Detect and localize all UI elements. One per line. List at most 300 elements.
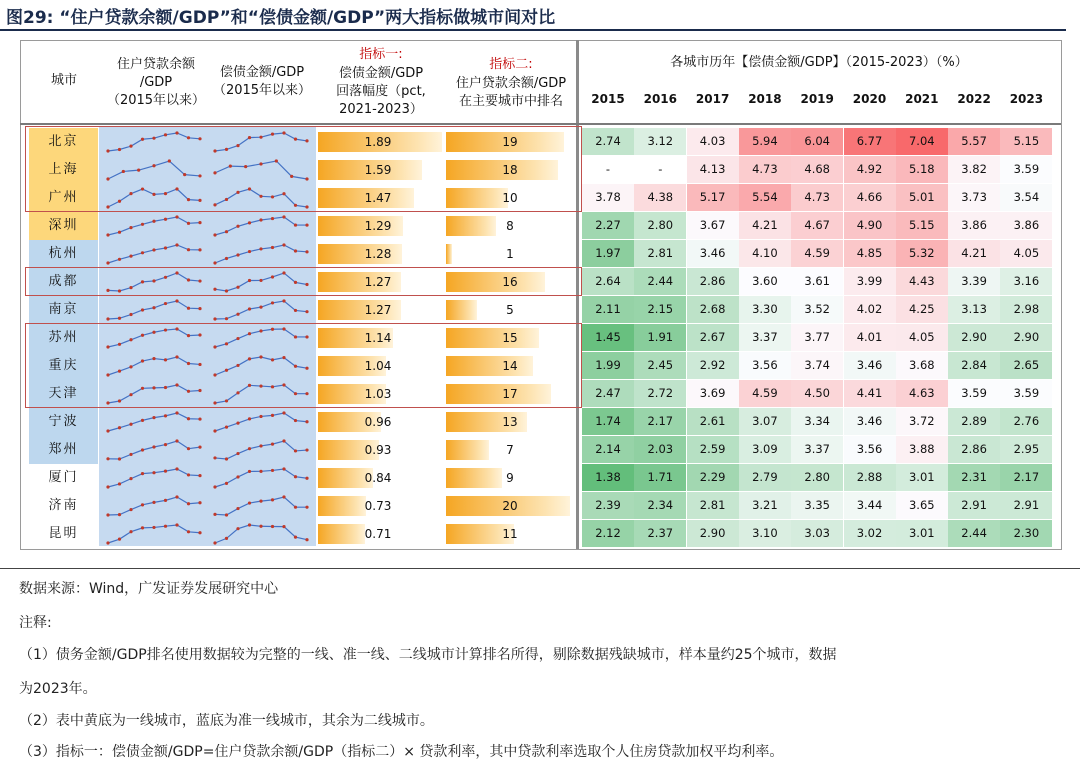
history-cell: 4.50 — [791, 380, 843, 407]
sparkline-point — [141, 251, 144, 254]
history-cell: 4.41 — [844, 380, 896, 407]
history-cell: 4.13 — [687, 156, 739, 183]
sparkline-point — [248, 307, 251, 310]
city-name: 深圳 — [29, 212, 98, 240]
sparkline-point — [259, 415, 262, 418]
sparkline-point — [213, 429, 216, 432]
sparkline-point — [305, 223, 308, 226]
indicator1-value: 1.59 — [364, 163, 392, 177]
sparkline-point — [141, 503, 144, 506]
sparkline-point — [164, 218, 167, 221]
sparkline-path — [215, 441, 307, 459]
header-ind1: 偿债金额/GDP 回落幅度（pct, 2021-2023） — [336, 66, 426, 117]
history-cell: 2.84 — [948, 352, 1000, 379]
indicator1-value: 1.47 — [364, 191, 392, 205]
loan-sparkline — [104, 438, 204, 462]
history-cell: 3.86 — [948, 212, 1000, 239]
history-cell: 2.90 — [1000, 324, 1052, 351]
history-cell: 2.15 — [634, 296, 686, 323]
sparkline-point — [129, 508, 132, 511]
sparkline-point — [213, 261, 216, 264]
sparkline-point — [129, 453, 132, 456]
sparkline-point — [118, 231, 121, 234]
loan-sparkline — [104, 242, 204, 266]
history-cell: 2.90 — [687, 520, 739, 547]
sparkline-point — [271, 469, 274, 472]
sparkline-point — [152, 416, 155, 419]
year-header: 2016 — [643, 92, 677, 106]
indicator2-value: 15 — [502, 331, 518, 345]
sparkline-point — [175, 439, 178, 442]
history-cell: 3.09 — [739, 436, 791, 463]
history-cell: 7.04 — [896, 128, 948, 155]
sparkline-point — [106, 485, 109, 488]
sparkline-point — [213, 541, 216, 544]
sparkline-point — [259, 500, 262, 503]
indicator1-value: 1.27 — [364, 275, 392, 289]
indicator2-value: 11 — [502, 527, 518, 541]
sparkline-point — [106, 261, 109, 264]
indicator1-value: 0.73 — [364, 499, 392, 513]
sparkline-point — [294, 536, 297, 539]
history-cell: 5.15 — [1000, 128, 1052, 155]
history-cell: 4.05 — [896, 324, 948, 351]
sparkline-point — [305, 310, 308, 313]
sparkline-point — [236, 253, 239, 256]
history-cell: 2.17 — [1000, 464, 1052, 491]
sparkline-point — [141, 223, 144, 226]
history-cell: - — [634, 156, 686, 183]
sparkline-point — [271, 246, 274, 249]
history-cell: 4.38 — [634, 184, 686, 211]
sparkline-point — [106, 233, 109, 236]
sparkline-point — [175, 411, 178, 414]
history-cell: 5.57 — [948, 128, 1000, 155]
sparkline-point — [305, 538, 308, 541]
sparkline-point — [282, 439, 285, 442]
loan-sparkline — [104, 494, 204, 518]
sparkline-point — [213, 233, 216, 236]
sparkline-point — [259, 444, 262, 447]
sparkline-point — [294, 419, 297, 422]
history-cell: 4.67 — [791, 212, 843, 239]
indicator2-value: 16 — [502, 275, 518, 289]
history-cell: 3.37 — [791, 436, 843, 463]
sparkline-path — [108, 413, 200, 431]
history-cell: 4.01 — [844, 324, 896, 351]
sparkline-path — [108, 245, 200, 263]
history-cell: 2.47 — [582, 380, 634, 407]
history-cell: 3.44 — [844, 492, 896, 519]
note-1: （1）债务金额/GDP排名使用数据较为完整的一线、准一线、二线城市计算排名所得，剔除数据残缺城市，样本量约25个城市，数据 — [19, 647, 837, 663]
history-cell: 6.04 — [791, 128, 843, 155]
history-cell: 3.67 — [687, 212, 739, 239]
history-cell: 2.37 — [634, 520, 686, 547]
history-cell: 2.95 — [1000, 436, 1052, 463]
sparkline-point — [187, 307, 190, 310]
sparkline-path — [108, 497, 200, 515]
sparkline-point — [259, 247, 262, 250]
sparkline-point — [271, 217, 274, 220]
history-cell: 2.74 — [582, 128, 634, 155]
header-debt: 偿债金额/GDP （2015年以来） — [212, 65, 312, 98]
history-cell: 2.79 — [739, 464, 791, 491]
sparkline-point — [225, 317, 228, 320]
sparkline-point — [282, 495, 285, 498]
sparkline-point — [282, 411, 285, 414]
history-cell: 3.46 — [687, 240, 739, 267]
history-cell: 4.85 — [844, 240, 896, 267]
source-note: 数据来源：Wind，广发证券发展研究中心 — [19, 581, 279, 597]
sparkline-point — [259, 218, 262, 221]
history-cell: 2.92 — [687, 352, 739, 379]
indicator1-value: 0.84 — [364, 471, 392, 485]
sparkline-point — [198, 531, 201, 534]
title-rule — [0, 29, 1066, 31]
history-cell: 3.46 — [844, 352, 896, 379]
history-cell: 5.15 — [896, 212, 948, 239]
sparkline-point — [106, 513, 109, 516]
sparkline-point — [187, 248, 190, 251]
loan-sparkline — [104, 410, 204, 434]
history-cell: 2.61 — [687, 408, 739, 435]
history-cell: 2.91 — [1000, 492, 1052, 519]
indicator1-value: 1.14 — [364, 331, 392, 345]
loan-sparkline — [104, 298, 204, 322]
sparkline-point — [198, 248, 201, 251]
city-name: 上海 — [29, 156, 98, 184]
history-cell: 1.91 — [634, 324, 686, 351]
year-header: 2018 — [748, 92, 782, 106]
sparkline-point — [213, 317, 216, 320]
history-cell: 5.94 — [739, 128, 791, 155]
history-cell: 2.17 — [634, 408, 686, 435]
header-ind1-title: 指标一: — [359, 47, 403, 62]
city-name: 南京 — [29, 296, 98, 324]
history-cell: 4.68 — [791, 156, 843, 183]
sparkline-point — [198, 446, 201, 449]
sparkline-point — [236, 507, 239, 510]
city-name: 昆明 — [29, 520, 98, 548]
history-cell: 3.56 — [844, 436, 896, 463]
history-cell: 5.17 — [687, 184, 739, 211]
history-cell: 2.11 — [582, 296, 634, 323]
year-header: 2022 — [957, 92, 991, 106]
sparkline-point — [129, 477, 132, 480]
sparkline-point — [129, 255, 132, 258]
highlight-box-group3 — [25, 323, 582, 408]
sparkline-point — [305, 506, 308, 509]
debt-sparkline — [211, 242, 311, 266]
sparkline-path — [108, 441, 200, 459]
sparkline-point — [236, 475, 239, 478]
header-rule — [20, 123, 1061, 125]
city-name: 济南 — [29, 492, 98, 520]
history-cell: 3.61 — [791, 268, 843, 295]
sparkline-point — [106, 429, 109, 432]
history-cell: 2.14 — [582, 436, 634, 463]
indicator2-value: 10 — [502, 191, 518, 205]
sparkline-point — [187, 447, 190, 450]
history-cell: 4.21 — [739, 212, 791, 239]
indicator2-value: 8 — [506, 219, 514, 233]
sparkline-point — [152, 306, 155, 309]
history-cell: 3.01 — [896, 464, 948, 491]
sparkline-path — [108, 301, 200, 319]
sparkline-point — [236, 225, 239, 228]
sparkline-point — [118, 457, 121, 460]
sparkline-point — [198, 221, 201, 224]
sparkline-point — [106, 457, 109, 460]
header-history: 各城市历年【偿债金额/GDP】（2015-2023）（%） — [670, 55, 968, 70]
sparkline-point — [175, 523, 178, 526]
sparkline-point — [282, 215, 285, 218]
sparkline-point — [248, 470, 251, 473]
note-1-cont: 为2023年。 — [19, 681, 97, 697]
city-name: 成都 — [29, 268, 98, 296]
history-cell: 2.88 — [844, 464, 896, 491]
sparkline-point — [129, 313, 132, 316]
sparkline-point — [248, 250, 251, 253]
history-cell: 3.54 — [1000, 184, 1052, 211]
indicator1-value: 0.96 — [364, 415, 392, 429]
indicator1-value: 0.93 — [364, 443, 392, 457]
sparkline-point — [248, 501, 251, 504]
indicator2-value: 13 — [502, 415, 518, 429]
history-cell: 2.45 — [634, 352, 686, 379]
history-cell: 2.31 — [948, 464, 1000, 491]
sparkline-point — [164, 443, 167, 446]
indicator2-value: 20 — [502, 499, 518, 513]
highlight-box-tier1 — [25, 126, 582, 212]
history-cell: 3.10 — [739, 520, 791, 547]
indicator1-value: 1.04 — [364, 359, 392, 373]
sparkline-path — [215, 301, 307, 319]
sparkline-point — [236, 313, 239, 316]
sparkline-point — [294, 223, 297, 226]
history-cell: 3.01 — [896, 520, 948, 547]
history-cell: 3.73 — [948, 184, 1000, 211]
history-cell: 1.45 — [582, 324, 634, 351]
history-cell: 3.34 — [791, 408, 843, 435]
sparkline-point — [282, 243, 285, 246]
history-cell: 2.27 — [582, 212, 634, 239]
city-name: 重庆 — [29, 352, 98, 380]
history-cell: 3.82 — [948, 156, 1000, 183]
sparkline-point — [305, 420, 308, 423]
history-cell: 4.73 — [791, 184, 843, 211]
history-cell: 3.99 — [844, 268, 896, 295]
sparkline-point — [236, 527, 239, 530]
history-cell: 3.68 — [896, 352, 948, 379]
debt-sparkline — [211, 214, 311, 238]
history-cell: 3.35 — [791, 492, 843, 519]
history-cell: 2.68 — [687, 296, 739, 323]
sparkline-point — [175, 495, 178, 498]
indicator2-value: 14 — [502, 359, 518, 373]
year-header: 2015 — [591, 92, 625, 106]
history-cell: 3.03 — [791, 520, 843, 547]
sparkline-point — [198, 417, 201, 420]
figure-title-bar — [0, 0, 1080, 30]
history-cell: 2.64 — [582, 268, 634, 295]
history-cell: 1.38 — [582, 464, 634, 491]
sparkline-point — [129, 530, 132, 533]
sparkline-point — [118, 538, 121, 541]
history-cell: 2.89 — [948, 408, 1000, 435]
sparkline-point — [187, 222, 190, 225]
history-cell: 3.78 — [582, 184, 634, 211]
sparkline-point — [294, 449, 297, 452]
indicator1-value: 1.89 — [364, 135, 392, 149]
sparkline-point — [164, 302, 167, 305]
history-cell: 2.59 — [687, 436, 739, 463]
history-cell: 4.03 — [687, 128, 739, 155]
sparkline-point — [305, 477, 308, 480]
sparkline-point — [187, 502, 190, 505]
history-cell: 3.21 — [739, 492, 791, 519]
sparkline-point — [271, 443, 274, 446]
sparkline-point — [225, 482, 228, 485]
indicator2-value: 9 — [506, 471, 514, 485]
indicator2-value: 18 — [502, 163, 518, 177]
city-name: 杭州 — [29, 240, 98, 268]
history-cell: 1.71 — [634, 464, 686, 491]
figure-title: 图29: “住户贷款余额/GDP”和“偿债金额/GDP”两大指标做城市间对比 — [6, 8, 556, 28]
sparkline-point — [236, 421, 239, 424]
history-cell: 2.80 — [634, 212, 686, 239]
sparkline-point — [187, 530, 190, 533]
note-label: 注释: — [19, 615, 52, 631]
sparkline-point — [141, 419, 144, 422]
history-cell: 5.18 — [896, 156, 948, 183]
history-cell: 2.65 — [1000, 352, 1052, 379]
history-cell: 3.13 — [948, 296, 1000, 323]
sparkline-point — [294, 475, 297, 478]
history-cell: 1.97 — [582, 240, 634, 267]
sparkline-point — [225, 537, 228, 540]
city-name: 宁波 — [29, 408, 98, 436]
history-cell: 4.21 — [948, 240, 1000, 267]
footer-rule — [0, 568, 1080, 569]
sparkline-point — [175, 299, 178, 302]
sparkline-point — [213, 513, 216, 516]
history-cell: 3.30 — [739, 296, 791, 323]
sparkline-point — [294, 309, 297, 312]
history-cell: 3.72 — [896, 408, 948, 435]
sparkline-point — [118, 258, 121, 261]
sparkline-point — [164, 470, 167, 473]
sparkline-point — [141, 308, 144, 311]
indicator2-value: 1 — [506, 247, 514, 261]
sparkline-point — [248, 417, 251, 420]
sparkline-point — [248, 221, 251, 224]
sparkline-point — [164, 525, 167, 528]
history-cell: 2.29 — [687, 464, 739, 491]
sparkline-point — [259, 525, 262, 528]
debt-sparkline — [211, 494, 311, 518]
sparkline-point — [236, 452, 239, 455]
indicator1-value: 1.29 — [364, 219, 392, 233]
sparkline-point — [225, 230, 228, 233]
history-cell: 3.39 — [948, 268, 1000, 295]
history-cell: 6.77 — [844, 128, 896, 155]
sparkline-point — [187, 473, 190, 476]
history-cell: 3.07 — [739, 408, 791, 435]
sparkline-point — [271, 301, 274, 304]
history-cell: 3.46 — [844, 408, 896, 435]
sparkline-point — [106, 541, 109, 544]
sparkline-point — [129, 423, 132, 426]
indicator1-value: 1.03 — [364, 387, 392, 401]
history-cell: 4.10 — [739, 240, 791, 267]
history-cell: 5.01 — [896, 184, 948, 211]
history-cell: 1.74 — [582, 408, 634, 435]
sparkline-point — [175, 467, 178, 470]
sparkline-point — [271, 414, 274, 417]
history-cell: 4.59 — [791, 240, 843, 267]
history-cell: 4.25 — [896, 296, 948, 323]
sparkline-point — [259, 306, 262, 309]
history-cell: 3.02 — [844, 520, 896, 547]
history-cell: 2.72 — [634, 380, 686, 407]
sparkline-point — [213, 485, 216, 488]
loan-sparkline — [104, 466, 204, 490]
note-3: （3）指标一：偿债金额/GDP=住户贷款余额/GDP（指标二）× 贷款利率，其中贷款利率选取个人住房贷款加权平均利率。 — [19, 744, 784, 760]
history-cell: 4.05 — [1000, 240, 1052, 267]
sparkline-point — [225, 425, 228, 428]
history-cell: 4.73 — [739, 156, 791, 183]
history-cell: 3.59 — [1000, 156, 1052, 183]
history-cell: 4.02 — [844, 296, 896, 323]
sparkline-point — [198, 474, 201, 477]
history-cell: 2.44 — [948, 520, 1000, 547]
indicator1-value: 1.28 — [364, 247, 392, 261]
history-cell: 3.69 — [687, 380, 739, 407]
history-cell: 4.63 — [896, 380, 948, 407]
history-cell: 4.66 — [844, 184, 896, 211]
history-cell: 3.65 — [896, 492, 948, 519]
sparkline-point — [152, 471, 155, 474]
header-loan: 住户贷款余额 /GDP （2015年以来） — [106, 57, 206, 108]
sparkline-point — [294, 249, 297, 252]
sparkline-point — [152, 220, 155, 223]
history-cell: 3.88 — [896, 436, 948, 463]
city-name: 厦门 — [29, 464, 98, 492]
history-cell: 2.98 — [1000, 296, 1052, 323]
history-cell: 5.54 — [739, 184, 791, 211]
city-name: 苏州 — [29, 324, 98, 352]
sparkline-point — [141, 526, 144, 529]
history-cell: 3.16 — [1000, 268, 1052, 295]
sparkline-point — [118, 317, 121, 320]
sparkline-point — [152, 526, 155, 529]
sparkline-point — [305, 448, 308, 451]
history-cell: 1.99 — [582, 352, 634, 379]
sparkline-point — [164, 246, 167, 249]
sparkline-point — [129, 226, 132, 229]
history-cell: 3.37 — [739, 324, 791, 351]
sparkline-point — [225, 513, 228, 516]
sparkline-point — [248, 447, 251, 450]
loan-sparkline — [104, 522, 204, 546]
city-name: 广州 — [29, 184, 98, 212]
city-name: 郑州 — [29, 436, 98, 464]
indicator1-value: 1.27 — [364, 303, 392, 317]
history-cell: 3.52 — [791, 296, 843, 323]
history-cell: 3.12 — [634, 128, 686, 155]
sparkline-point — [141, 448, 144, 451]
